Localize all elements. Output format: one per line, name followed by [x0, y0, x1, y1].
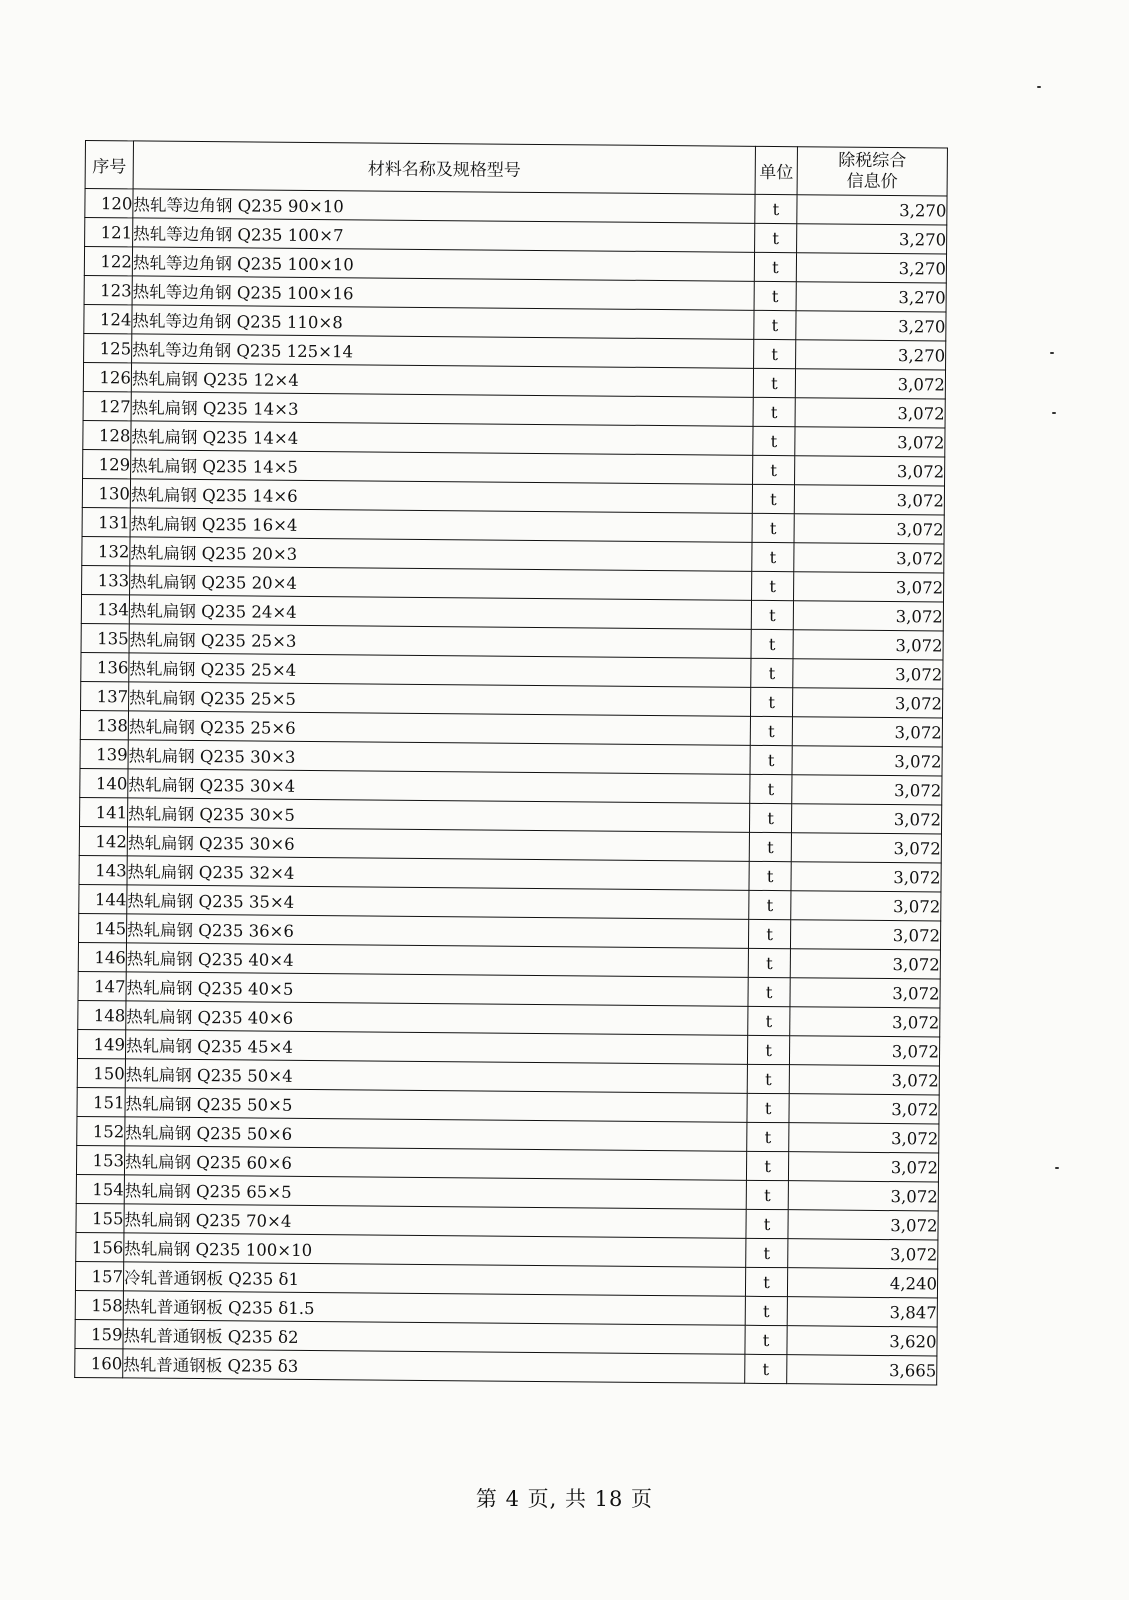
row-price: 3,665 — [787, 1355, 937, 1385]
row-price: 3,270 — [796, 253, 946, 283]
row-material-name: 热轧普通钢板 Q235 δ1.5 — [123, 1291, 745, 1325]
row-seq: 137 — [81, 681, 129, 710]
row-material-name: 热轧扁钢 Q235 32×4 — [127, 856, 749, 890]
row-seq: 148 — [78, 1000, 126, 1029]
row-material-name: 热轧等边角钢 Q235 100×7 — [133, 218, 755, 252]
row-unit: t — [751, 600, 793, 629]
row-price: 3,072 — [790, 978, 940, 1008]
row-price: 3,072 — [794, 485, 944, 515]
row-seq: 140 — [80, 768, 128, 797]
row-price: 3,072 — [794, 572, 944, 602]
row-price: 3,072 — [789, 1123, 939, 1153]
row-unit: t — [749, 861, 791, 890]
row-price: 3,072 — [793, 601, 943, 631]
row-seq: 143 — [79, 855, 127, 884]
row-price: 3,072 — [790, 920, 940, 950]
row-seq: 145 — [78, 913, 126, 942]
row-material-name: 热轧扁钢 Q235 14×6 — [130, 479, 752, 513]
row-seq: 142 — [79, 826, 127, 855]
row-unit: t — [750, 745, 792, 774]
row-material-name: 冷轧普通钢板 Q235 δ1 — [123, 1262, 745, 1296]
row-material-name: 热轧等边角钢 Q235 100×10 — [132, 247, 754, 281]
row-seq: 135 — [81, 623, 129, 652]
row-price: 3,847 — [787, 1297, 937, 1327]
row-price: 3,270 — [796, 311, 946, 341]
row-unit: t — [753, 368, 795, 397]
row-material-name: 热轧扁钢 Q235 30×6 — [127, 827, 749, 861]
row-price: 3,072 — [795, 369, 945, 399]
row-price: 3,072 — [791, 804, 941, 834]
row-seq: 160 — [75, 1348, 123, 1377]
row-material-name: 热轧等边角钢 Q235 90×10 — [133, 189, 755, 223]
row-seq: 147 — [78, 971, 126, 1000]
row-seq: 153 — [76, 1145, 124, 1174]
row-price: 3,072 — [790, 1007, 940, 1037]
row-price: 3,270 — [796, 282, 946, 312]
row-seq: 129 — [83, 449, 131, 478]
row-price: 3,072 — [791, 833, 941, 863]
header-material-name: 材料名称及规格型号 — [133, 141, 755, 194]
row-unit: t — [752, 484, 794, 513]
row-price: 3,072 — [792, 775, 942, 805]
row-unit: t — [749, 890, 791, 919]
row-unit: t — [753, 455, 795, 484]
row-price: 3,072 — [789, 1065, 939, 1095]
row-material-name: 热轧扁钢 Q235 65×5 — [124, 1175, 746, 1209]
row-price: 3,072 — [792, 746, 942, 776]
row-seq: 152 — [77, 1116, 125, 1145]
row-unit: t — [754, 281, 796, 310]
row-material-name: 热轧等边角钢 Q235 110×8 — [132, 305, 754, 339]
row-price: 3,072 — [795, 456, 945, 486]
row-seq: 138 — [80, 710, 128, 739]
row-price: 3,270 — [797, 195, 947, 225]
row-seq: 126 — [83, 362, 131, 391]
table-row — [75, 1348, 937, 1385]
row-price: 3,072 — [792, 717, 942, 747]
row-unit: t — [748, 919, 790, 948]
row-material-name: 热轧扁钢 Q235 25×4 — [129, 653, 751, 687]
row-material-name: 热轧扁钢 Q235 50×4 — [125, 1059, 747, 1093]
row-price: 4,240 — [787, 1268, 937, 1298]
row-unit: t — [755, 194, 797, 223]
row-price: 3,072 — [790, 949, 940, 979]
row-seq: 158 — [75, 1290, 123, 1319]
row-material-name: 热轧扁钢 Q235 70×4 — [124, 1204, 746, 1238]
row-material-name: 热轧扁钢 Q235 30×5 — [128, 798, 750, 832]
row-price: 3,072 — [792, 688, 942, 718]
row-seq: 121 — [85, 218, 133, 247]
row-unit: t — [751, 658, 793, 687]
row-material-name: 热轧扁钢 Q235 100×10 — [124, 1233, 746, 1267]
row-seq: 149 — [77, 1029, 125, 1058]
row-unit: t — [750, 774, 792, 803]
row-price: 3,072 — [793, 630, 943, 660]
row-price: 3,620 — [787, 1326, 937, 1356]
row-unit: t — [747, 1064, 789, 1093]
row-unit: t — [746, 1151, 788, 1180]
row-seq: 134 — [81, 594, 129, 623]
row-unit: t — [746, 1180, 788, 1209]
row-unit: t — [745, 1354, 787, 1383]
row-seq: 125 — [84, 333, 132, 362]
row-material-name: 热轧扁钢 Q235 25×3 — [129, 624, 751, 658]
row-unit: t — [747, 1093, 789, 1122]
row-material-name: 热轧普通钢板 Q235 δ2 — [123, 1320, 745, 1354]
row-price: 3,072 — [793, 659, 943, 689]
row-price: 3,072 — [788, 1152, 938, 1182]
header-seq: 序号 — [85, 141, 133, 189]
row-unit: t — [747, 1035, 789, 1064]
row-seq: 139 — [80, 739, 128, 768]
row-price: 3,072 — [794, 543, 944, 573]
header-unit: 单位 — [755, 146, 797, 194]
row-material-name: 热轧扁钢 Q235 40×5 — [126, 972, 748, 1006]
row-seq: 124 — [84, 304, 132, 333]
row-unit: t — [751, 629, 793, 658]
row-seq: 141 — [80, 797, 128, 826]
row-unit: t — [748, 948, 790, 977]
row-seq: 130 — [82, 478, 130, 507]
row-price: 3,072 — [788, 1181, 938, 1211]
row-price: 3,072 — [794, 514, 944, 544]
row-seq: 120 — [85, 189, 133, 218]
row-material-name: 热轧扁钢 Q235 25×6 — [128, 711, 750, 745]
row-unit: t — [753, 426, 795, 455]
row-price: 3,270 — [797, 224, 947, 254]
row-unit: t — [746, 1238, 788, 1267]
row-material-name: 热轧扁钢 Q235 40×6 — [126, 1001, 748, 1035]
row-material-name: 热轧扁钢 Q235 25×5 — [129, 682, 751, 716]
row-unit: t — [745, 1267, 787, 1296]
row-unit: t — [755, 223, 797, 252]
row-unit: t — [748, 977, 790, 1006]
row-material-name: 热轧扁钢 Q235 45×4 — [125, 1030, 747, 1064]
row-material-name: 热轧扁钢 Q235 50×6 — [125, 1117, 747, 1151]
row-material-name: 热轧扁钢 Q235 14×5 — [131, 450, 753, 484]
scan-speck — [1052, 412, 1056, 414]
table-body — [75, 189, 947, 1385]
row-unit: t — [754, 252, 796, 281]
row-material-name: 热轧扁钢 Q235 24×4 — [129, 595, 751, 629]
row-seq: 122 — [84, 247, 132, 276]
row-material-name: 热轧扁钢 Q235 50×5 — [125, 1088, 747, 1122]
row-material-name: 热轧扁钢 Q235 35×4 — [127, 885, 749, 919]
row-material-name: 热轧等边角钢 Q235 100×16 — [132, 276, 754, 310]
row-seq: 133 — [82, 565, 130, 594]
row-unit: t — [754, 339, 796, 368]
material-price-table — [74, 140, 948, 1385]
row-seq: 150 — [77, 1058, 125, 1087]
row-unit: t — [752, 513, 794, 542]
row-unit: t — [752, 542, 794, 571]
row-seq: 151 — [77, 1087, 125, 1116]
row-price: 3,072 — [789, 1094, 939, 1124]
row-seq: 127 — [83, 391, 131, 420]
row-unit: t — [747, 1122, 789, 1151]
row-price: 3,072 — [795, 398, 945, 428]
row-unit: t — [750, 687, 792, 716]
row-seq: 128 — [83, 420, 131, 449]
row-material-name: 热轧扁钢 Q235 20×3 — [130, 537, 752, 571]
row-material-name: 热轧扁钢 Q235 14×3 — [131, 392, 753, 426]
row-material-name: 热轧扁钢 Q235 20×4 — [130, 566, 752, 600]
row-seq: 146 — [78, 942, 126, 971]
row-material-name: 热轧扁钢 Q235 30×4 — [128, 769, 750, 803]
row-material-name: 热轧扁钢 Q235 14×4 — [131, 421, 753, 455]
header-price-line2: 信息价 — [846, 171, 898, 192]
row-unit: t — [754, 310, 796, 339]
page-footer: 第 4 页, 共 18 页 — [475, 1487, 654, 1511]
row-material-name: 热轧扁钢 Q235 12×4 — [131, 363, 753, 397]
row-unit: t — [750, 716, 792, 745]
row-price: 3,072 — [795, 427, 945, 457]
table-header-row — [85, 141, 947, 197]
row-seq: 155 — [76, 1203, 124, 1232]
row-seq: 136 — [81, 652, 129, 681]
row-material-name: 热轧扁钢 Q235 16×4 — [130, 508, 752, 542]
price-table-sheet — [74, 140, 947, 1385]
scan-speck — [1055, 1167, 1059, 1169]
row-material-name: 热轧扁钢 Q235 30×3 — [128, 740, 750, 774]
header-price-line1: 除税综合 — [838, 150, 907, 171]
row-unit: t — [749, 832, 791, 861]
row-material-name: 热轧扁钢 Q235 36×6 — [126, 914, 748, 948]
row-unit: t — [745, 1296, 787, 1325]
row-seq: 156 — [76, 1232, 124, 1261]
row-material-name: 热轧普通钢板 Q235 δ3 — [123, 1349, 745, 1383]
row-material-name: 热轧扁钢 Q235 60×6 — [124, 1146, 746, 1180]
row-material-name: 热轧等边角钢 Q235 125×14 — [132, 334, 754, 368]
scan-speck — [1037, 86, 1041, 88]
row-material-name: 热轧扁钢 Q235 40×4 — [126, 943, 748, 977]
row-price: 3,072 — [788, 1210, 938, 1240]
row-price: 3,072 — [791, 862, 941, 892]
row-unit: t — [748, 1006, 790, 1035]
row-price: 3,072 — [788, 1239, 938, 1269]
header-price — [797, 147, 947, 196]
row-unit: t — [753, 397, 795, 426]
row-seq: 154 — [76, 1174, 124, 1203]
row-seq: 159 — [75, 1319, 123, 1348]
row-price: 3,270 — [796, 340, 946, 370]
row-price: 3,072 — [791, 891, 941, 921]
row-unit: t — [746, 1209, 788, 1238]
row-unit: t — [745, 1325, 787, 1354]
row-seq: 144 — [79, 884, 127, 913]
scan-speck — [1050, 352, 1054, 354]
row-seq: 131 — [82, 507, 130, 536]
row-unit: t — [752, 571, 794, 600]
row-unit: t — [749, 803, 791, 832]
row-seq: 123 — [84, 275, 132, 304]
row-price: 3,072 — [789, 1036, 939, 1066]
row-seq: 132 — [82, 536, 130, 565]
row-seq: 157 — [75, 1261, 123, 1290]
